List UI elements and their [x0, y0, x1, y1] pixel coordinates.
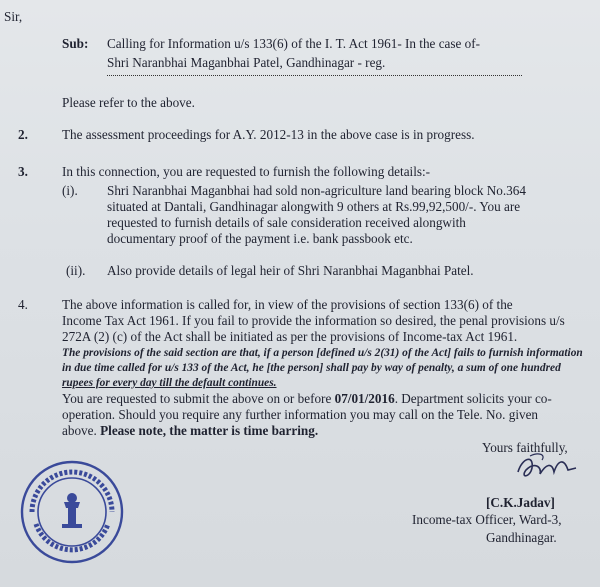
para-4-line-1: The above information is called for, in view of the provisions of section 133(6) of the: [62, 297, 513, 312]
para-2-text: The assessment proceedings for A.Y. 2012-13 in the above case is in progress.: [62, 127, 475, 142]
time-barring-note: Please note, the matter is time barring.: [100, 423, 319, 438]
officer-name: [C.K.Jadav]: [486, 495, 555, 510]
due-date: 07/01/2016: [334, 391, 395, 406]
para-3-number: 3.: [18, 164, 28, 179]
office-seal-stamp: [18, 458, 126, 566]
subject-line-2: Shri Naranbhai Maganbhai Patel, Gandhinagar - reg.: [107, 55, 386, 70]
officer-location: Gandhinagar.: [486, 530, 557, 545]
item-i-line-3: requested to furnish details of sale consideration received alongwith: [107, 215, 466, 230]
para-1: Please refer to the above.: [62, 95, 195, 110]
para-3-intro: In this connection, you are requested to furnish the following details:-: [62, 164, 431, 179]
submit-line-2: operation. Should you require any further information you may call on the Tele. No. given: [62, 407, 539, 422]
para-4-line-2: Income Tax Act 1961. If you fail to provide the information so desired, the penal provisions u/s: [62, 313, 565, 328]
salutation: Sir,: [4, 9, 23, 24]
item-ii-number: (ii).: [66, 263, 86, 278]
submit-line-3: above. Please note, the matter is time barring.: [62, 423, 319, 438]
item-i-line-2: situated at Dantali, Gandhinagar alongwith 9 others at Rs.99,92,500/-. You are: [107, 199, 521, 214]
para-4-line-3: 272A (2) (c) of the Act shall be initiated as per the provisions of Income-tax Act 1961.: [62, 329, 518, 344]
officer-designation: Income-tax Officer, Ward-3,: [412, 512, 562, 527]
subject-label: Sub:: [62, 36, 89, 51]
subject-line-1: Calling for Information u/s 133(6) of the I. T. Act 1961- In the case of-: [107, 36, 481, 51]
notice-line-3: rupees for every day till the default continues.: [62, 377, 277, 389]
para-2-number: 2.: [18, 127, 28, 142]
item-ii-text: Also provide details of legal heir of Shri Naranbhai Maganbhai Patel.: [107, 263, 474, 278]
submit-line-1: You are requested to submit the above on or before 07/01/2016. Department solicits your co-: [62, 391, 552, 406]
subject-underline: [107, 75, 522, 76]
item-i-number: (i).: [62, 183, 78, 198]
closing: Yours faithfully,: [482, 440, 568, 455]
notice-line-2: in due time called for u/s 133 of the Act, he [the person] shall pay by way of penalty, a sum of one hundred: [62, 362, 561, 374]
para-4-number: 4.: [18, 297, 28, 312]
notice-line-1: The provisions of the said section are that, if a person [defined u/s 2(31) of the Act] fails to furnish information: [62, 347, 583, 359]
signature: [512, 448, 580, 486]
item-i-line-4: documentary proof of the payment i.e. bank passbook etc.: [107, 231, 413, 246]
item-i-line-1: Shri Naranbhai Maganbhai had sold non-agriculture land bearing block No.364: [107, 183, 526, 198]
